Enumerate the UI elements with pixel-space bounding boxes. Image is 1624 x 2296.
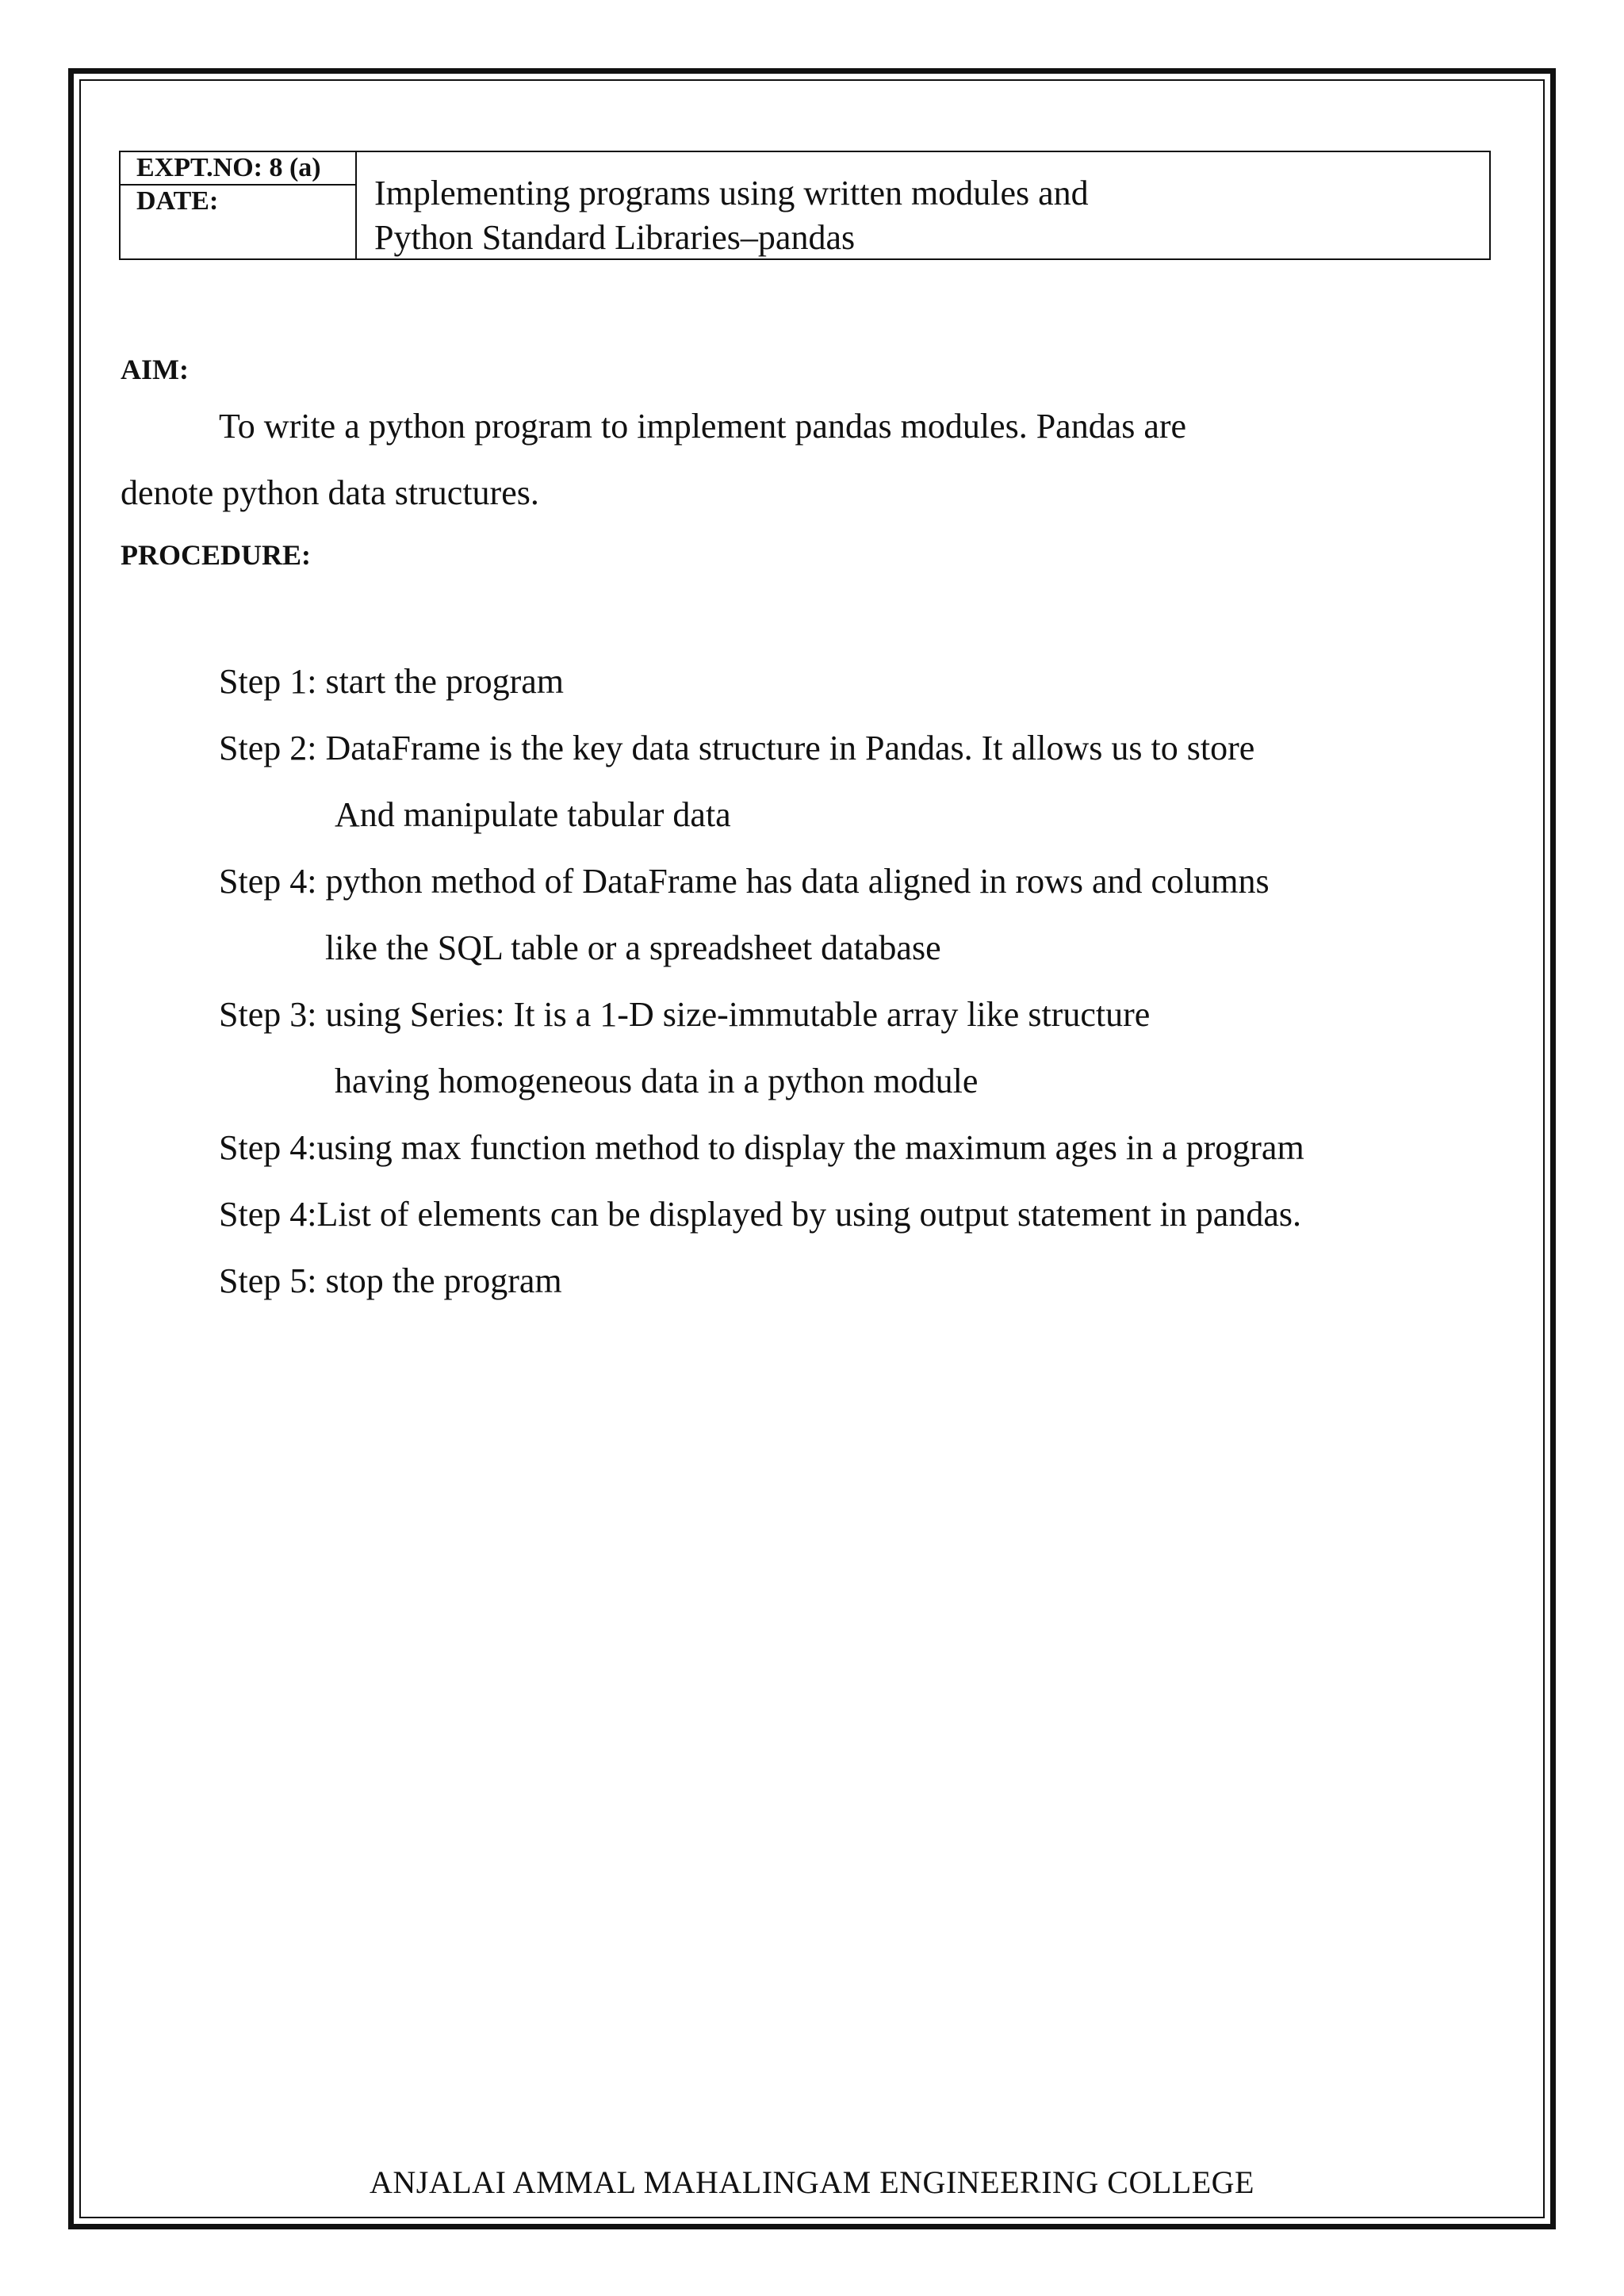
procedure-step-continuation: And manipulate tabular data [335,795,731,834]
experiment-title [374,171,1477,260]
college-footer: ANJALAI AMMAL MAHALINGAM ENGINEERING COLLEGE [370,2164,1254,2200]
procedure-step: Step 4:using max function method to display the maximum ages in a program [219,1128,1304,1167]
aim-heading: AIM: [121,354,189,385]
procedure-step: Step 5: stop the program [219,1261,562,1300]
procedure-step: Step 4:List of elements can be displayed by using output statement in pandas. [219,1195,1301,1234]
procedure-step: Step 2: DataFrame is the key data structure in Pandas. It allows us to store [219,729,1255,767]
procedure-step-continuation: like the SQL table or a spreadsheet database [325,928,941,967]
date-label: DATE: [136,186,219,216]
procedure-step: Step 1: start the program [219,662,565,701]
experiment-title-line: Python Standard Libraries–pandas [374,218,856,257]
experiment-header-table [119,151,1491,260]
procedure-heading: PROCEDURE: [121,539,311,571]
aim-text-line: To write a python program to implement pandas modules. Pandas are [219,407,1187,446]
header-left-column [121,152,357,258]
experiment-number: EXPT.NO: 8 (a) [121,152,355,186]
procedure-step-continuation: having homogeneous data in a python module [335,1062,979,1100]
procedure-step: Step 3: using Series: It is a 1-D size-immutable array like structure [219,995,1151,1034]
procedure-step: Step 4: python method of DataFrame has data aligned in rows and columns [219,862,1270,901]
aim-text-line: denote python data structures. [121,473,539,512]
experiment-title-line: Implementing programs using written modules and [374,174,1089,212]
